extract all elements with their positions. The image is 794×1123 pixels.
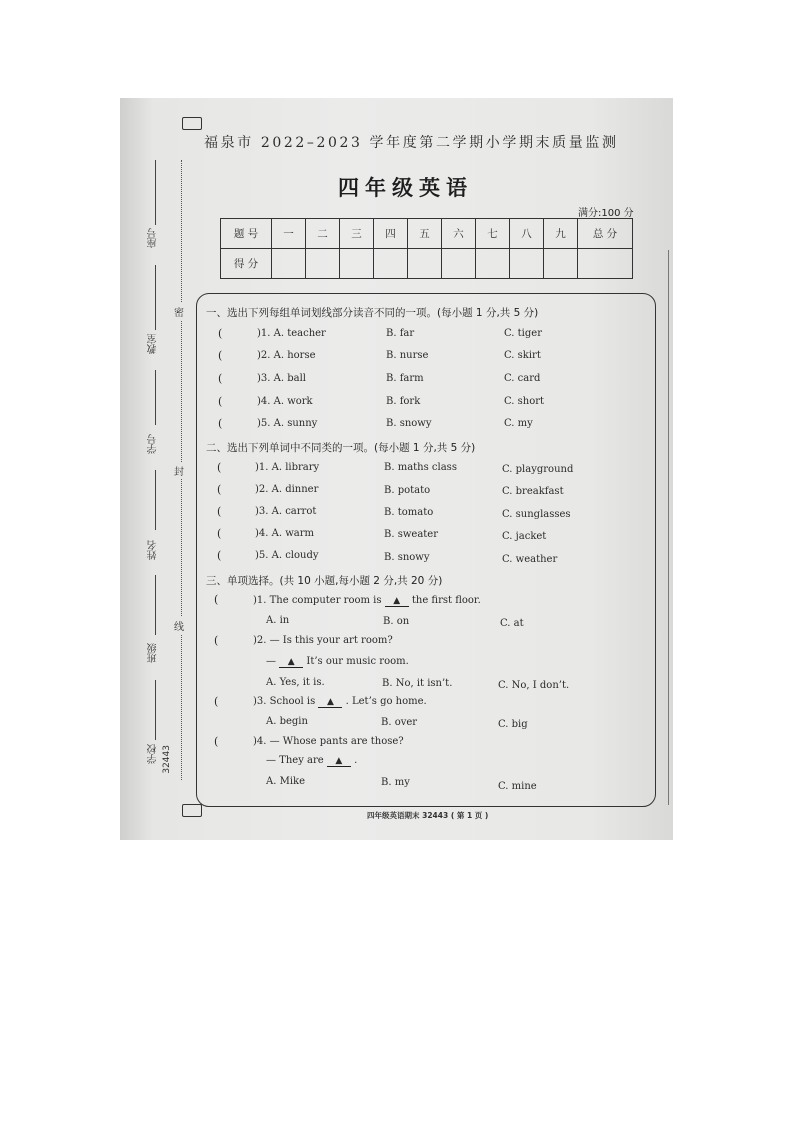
score-header-cell: 二 (306, 219, 340, 249)
q4-option-c: C. mine (498, 781, 537, 792)
item-option-b: B. fork (386, 396, 421, 407)
q1-option-b: B. on (383, 616, 410, 627)
item-option-b: B. tomato (384, 507, 434, 518)
item-option-b: B. farm (386, 373, 424, 384)
page-footer: 四年级英语期末 32443 ( 第 1 页 ) (367, 811, 489, 820)
exam-header: 福泉市 2022–2023 学年度第二学期小学期末质量监测 (204, 135, 619, 151)
score-cell[interactable] (272, 249, 306, 279)
item-option-b: B. snowy (386, 418, 432, 429)
blank-triangle-icon: ▲ (318, 697, 342, 708)
score-header-cell: 九 (544, 219, 578, 249)
q2-option-b: B. No, it isn’t. (382, 678, 453, 689)
score-header-cell: 八 (510, 219, 544, 249)
q3-option-c: C. big (498, 719, 528, 730)
name-blank (155, 470, 156, 530)
score-table (220, 218, 633, 279)
q4-response-pre: — They are (266, 755, 324, 766)
answer-paren[interactable]: ( (214, 593, 219, 606)
seal-char-xian: 线 (174, 617, 184, 634)
item-option-a: )4. A. work (257, 396, 313, 407)
item-option-c: C. my (504, 418, 533, 429)
score-cell[interactable] (340, 249, 374, 279)
q1-option-c: C. at (500, 618, 524, 629)
answer-paren[interactable]: ( (218, 349, 223, 362)
q3-option-b: B. over (381, 717, 418, 728)
q3-stem-pre: )3. School is (253, 696, 316, 707)
item-option-c: C. card (504, 373, 541, 384)
q1-option-a: A. in (266, 615, 290, 626)
q2-option-c: C. No, I don’t. (498, 680, 570, 691)
score-cell[interactable] (408, 249, 442, 279)
item-option-c: C. skirt (504, 350, 541, 361)
item-option-a: )2. A. dinner (255, 484, 319, 495)
q3-stem-post: . Let’s go home. (345, 696, 427, 707)
item-option-c: C. playground (502, 464, 574, 475)
q2-response (266, 656, 409, 668)
seat-blank (155, 160, 156, 225)
seal-char-mi: 密 (174, 303, 184, 320)
answer-paren[interactable]: ( (217, 505, 222, 518)
score-table-header-row (221, 219, 633, 249)
score-cell[interactable] (544, 249, 578, 279)
item-option-a: )3. A. ball (257, 373, 306, 384)
answer-paren[interactable]: ( (214, 695, 219, 708)
item-option-a: )1. A. teacher (257, 328, 326, 339)
score-header-cell: 四 (374, 219, 408, 249)
score-cell[interactable] (442, 249, 476, 279)
q1-stem-post: the first floor. (411, 595, 481, 606)
answer-paren[interactable]: ( (217, 549, 222, 562)
answer-paren[interactable]: ( (217, 461, 222, 474)
student-id-label: 学号 (148, 434, 159, 454)
class-label: 班级 (148, 643, 159, 663)
score-cell[interactable] (510, 249, 544, 279)
section3-title: 三、单项选择。(共 10 小题,每小题 2 分,共 20 分) (206, 575, 443, 587)
score-header-cell: 题 号 (221, 219, 272, 249)
answer-paren[interactable]: ( (214, 634, 219, 647)
q4-option-b: B. my (381, 777, 410, 788)
q3-option-a: A. begin (266, 716, 308, 727)
score-header-cell: 五 (408, 219, 442, 249)
answer-paren[interactable]: ( (214, 735, 219, 748)
q2-response-pre: — (266, 656, 276, 667)
item-option-c: C. sunglasses (502, 509, 571, 520)
answer-paren[interactable]: ( (217, 483, 222, 496)
item-option-a: )3. A. carrot (255, 506, 317, 517)
school-blank (155, 680, 156, 740)
item-option-a: )2. A. horse (257, 350, 316, 361)
corner-mark-bottom (182, 804, 202, 817)
score-header-cell: 总 分 (578, 219, 633, 249)
item-option-b: B. maths class (384, 462, 457, 473)
section1-title: 一、选出下列每组单词划线部分读音不同的一项。(每小题 1 分,共 5 分) (206, 307, 539, 319)
item-option-b: B. potato (384, 485, 431, 496)
blank-triangle-icon: ▲ (385, 596, 409, 607)
name-label: 姓名 (148, 540, 159, 560)
exam-title: 四年级英语 (338, 175, 473, 200)
q2-stem: )2. — Is this your art room? (253, 635, 393, 646)
answer-paren[interactable]: ( (218, 327, 223, 340)
answer-paren[interactable]: ( (218, 395, 223, 408)
answer-paren[interactable]: ( (217, 527, 222, 540)
seal-char-feng: 封 (174, 462, 184, 479)
item-option-c: C. breakfast (502, 486, 564, 497)
answer-paren[interactable]: ( (218, 372, 223, 385)
school-label: 学校 (148, 744, 159, 764)
item-option-a: )5. A. cloudy (255, 550, 319, 561)
item-option-c: C. tiger (504, 328, 542, 339)
room-blank (155, 265, 156, 330)
score-header-cell: 一 (272, 219, 306, 249)
score-cell[interactable] (476, 249, 510, 279)
q4-response (266, 755, 357, 767)
score-table-score-row (221, 249, 633, 279)
score-cell[interactable] (374, 249, 408, 279)
section2-title: 二、选出下列单词中不同类的一项。(每小题 1 分,共 5 分) (206, 442, 476, 454)
corner-mark-top (182, 117, 202, 130)
item-option-b: B. far (386, 328, 415, 339)
score-row-label: 得 分 (221, 249, 272, 279)
score-cell[interactable] (578, 249, 633, 279)
paper-code-side: 32443 (162, 745, 172, 774)
q4-response-post: . (354, 755, 358, 766)
item-option-a: )4. A. warm (255, 528, 314, 539)
score-cell[interactable] (306, 249, 340, 279)
score-header-cell: 七 (476, 219, 510, 249)
student-id-blank (155, 370, 156, 425)
score-header-cell: 三 (340, 219, 374, 249)
answer-paren[interactable]: ( (218, 417, 223, 430)
q4-stem: )4. — Whose pants are those? (253, 736, 404, 747)
seat-label: 座号 (148, 228, 159, 248)
item-option-c: C. short (504, 396, 545, 407)
q3-stem (253, 696, 427, 708)
q1-stem-pre: )1. The computer room is (253, 595, 382, 606)
item-option-b: B. nurse (386, 350, 429, 361)
page-edge (668, 250, 674, 805)
blank-triangle-icon: ▲ (327, 756, 351, 767)
class-blank (155, 575, 156, 635)
item-option-a: )1. A. library (255, 462, 320, 473)
blank-triangle-icon: ▲ (279, 657, 303, 668)
item-option-b: B. sweater (384, 529, 438, 540)
item-option-c: C. weather (502, 554, 558, 565)
room-label: 教室 (148, 334, 159, 354)
q1-stem (253, 595, 481, 607)
item-option-a: )5. A. sunny (257, 418, 318, 429)
q2-response-post: It’s our music room. (306, 656, 409, 667)
full-mark: 满分:100 分 (578, 208, 634, 219)
item-option-b: B. snowy (384, 552, 430, 563)
q2-option-a: A. Yes, it is. (266, 677, 325, 688)
score-header-cell: 六 (442, 219, 476, 249)
item-option-c: C. jacket (502, 531, 547, 542)
q4-option-a: A. Mike (266, 776, 305, 787)
